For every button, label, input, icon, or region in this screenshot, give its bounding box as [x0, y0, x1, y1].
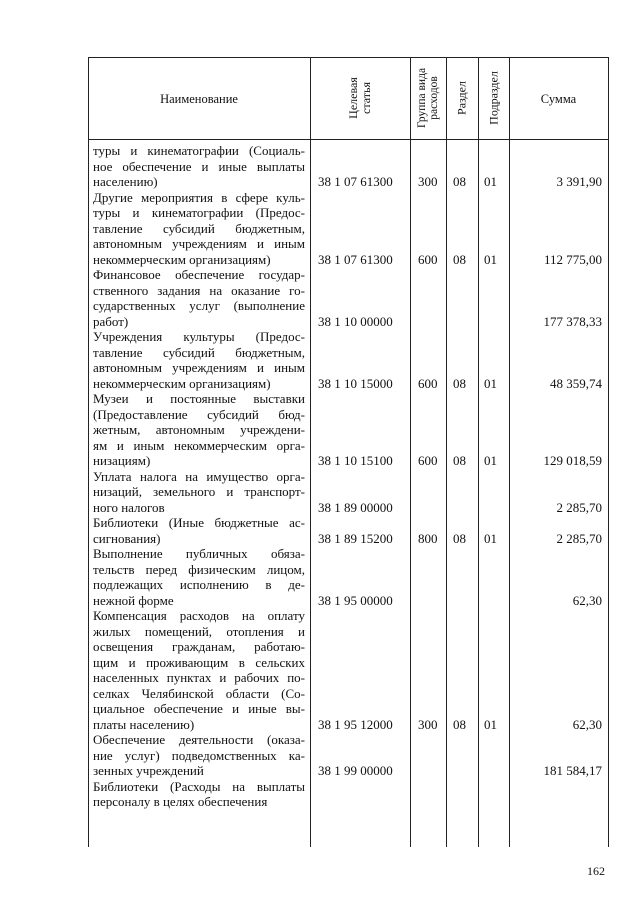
row-sum: 62,30 [572, 716, 602, 732]
row-section: 08 [453, 453, 466, 468]
row-name-line: циальное обеспечение и иные вы- [93, 702, 305, 716]
row-name-line: автономным учреждениям и иным [93, 237, 305, 251]
row-name-line: некоммерческим организациям) [93, 376, 271, 391]
table-top-border [88, 57, 609, 58]
row-name-line: Финансовое обеспечение государ- [93, 268, 305, 282]
row-name-line: ное обеспечение и иные выплаты [93, 159, 305, 174]
row-sum: 181 584,17 [543, 763, 602, 778]
col-divider-subsection [478, 57, 479, 847]
row-name-line: Обеспечение деятельности (оказа- [93, 733, 305, 747]
row-name-line: Другие мероприятия в сфере куль- [93, 190, 305, 205]
row-name-line: жетным, автономным учреждени- [93, 423, 305, 437]
row-section: 08 [453, 530, 466, 546]
col-divider-sum [509, 57, 510, 847]
row-sum: 177 378,33 [543, 313, 602, 329]
row-name-line: Выполнение публичных обяза- [93, 547, 305, 561]
row-name-line: туры и кинематографии (Социаль- [93, 144, 305, 158]
row-name-line: жилых помещений, отопления и [93, 624, 305, 639]
row-code: 38 1 07 61300 [318, 174, 393, 189]
row-name-line: щим и проживающим в сельских [93, 655, 305, 670]
row-group: 600 [418, 375, 438, 391]
row-group: 300 [418, 174, 438, 189]
row-name-line: населенных пунктах и рабочих по- [93, 671, 305, 685]
row-name-line: нежной форме [93, 593, 174, 608]
header-group-line1: Группа вида [416, 67, 428, 129]
row-group: 600 [418, 251, 438, 267]
row-code: 38 1 10 00000 [318, 313, 393, 329]
header-code [347, 77, 373, 119]
row-name-line: туры и кинематографии (Предос- [93, 206, 305, 220]
row-name-line: ного налогов [93, 500, 165, 515]
row-name-line: Учреждения культуры (Предос- [93, 330, 305, 344]
row-subsection: 01 [484, 375, 497, 391]
row-name-line: низациям) [93, 454, 151, 468]
row-sum: 129 018,59 [543, 453, 602, 468]
row-name-line: тавление субсидий бюджетным, [93, 345, 305, 360]
col-divider-code [310, 57, 311, 847]
header-code-line1: Целевая [346, 77, 360, 119]
row-name-line: подлежащих исполнению в де- [93, 578, 305, 592]
row-section: 08 [453, 174, 466, 189]
header-name: Наименование [160, 92, 238, 106]
row-section: 08 [453, 716, 466, 732]
row-name-line: персоналу в целях обеспечения [93, 795, 268, 809]
row-name-line: ние услуг) подведомственных ка- [93, 748, 305, 763]
row-name-line: Уплата налога на имущество орга- [93, 469, 305, 484]
row-name-line: освещения гражданам, работаю- [93, 640, 305, 654]
row-code: 38 1 07 61300 [318, 251, 393, 267]
row-section: 08 [453, 251, 466, 267]
row-code: 38 1 95 00000 [318, 592, 393, 608]
col-divider-section [446, 57, 447, 847]
row-name-line: автономным учреждениям и иным [93, 361, 305, 375]
row-sum: 62,30 [572, 592, 602, 608]
row-section: 08 [453, 375, 466, 391]
row-name-line: зенных учреждений [93, 764, 204, 778]
row-code: 38 1 95 12000 [318, 716, 393, 732]
row-sum: 2 285,70 [556, 530, 602, 546]
row-name-line: населению) [93, 175, 158, 189]
row-name-line: тавление субсидий бюджетным, [93, 221, 305, 236]
page-number: 162 [587, 864, 605, 878]
row-name-line: селках Челябинской области (Со- [93, 686, 305, 701]
header-code-line2: статья [359, 82, 373, 114]
row-name-line: Компенсация расходов на оплату [93, 609, 305, 623]
row-name-line: ям и иным некоммерческим орга- [93, 438, 305, 453]
header-subsection: Подраздел [486, 71, 501, 125]
row-name-line: сударственных услуг (выполнение [93, 299, 305, 313]
row-code: 38 1 10 15100 [318, 453, 393, 468]
row-name-line: ственного задания на оказание го- [93, 283, 305, 298]
table-left-border [88, 57, 89, 847]
header-section: Раздел [454, 81, 469, 115]
row-code: 38 1 10 15000 [318, 375, 393, 391]
row-code: 38 1 99 00000 [318, 763, 393, 778]
row-sum: 112 775,00 [543, 251, 602, 267]
row-sum: 2 285,70 [556, 499, 602, 515]
row-sum: 3 391,90 [556, 174, 602, 189]
row-name-line: низаций, земельного и транспорт- [93, 485, 305, 499]
row-subsection: 01 [484, 174, 497, 189]
row-name-line: платы населению) [93, 717, 195, 732]
row-sum: 48 359,74 [550, 375, 602, 391]
row-code: 38 1 89 15200 [318, 530, 393, 546]
row-name-line: Библиотеки (Расходы на выплаты [93, 779, 305, 794]
row-name-line: некоммерческим организациям) [93, 252, 271, 267]
header-bottom-border [88, 139, 609, 140]
col-divider-group [410, 57, 411, 847]
row-group: 800 [418, 530, 438, 546]
row-group: 300 [418, 716, 438, 732]
table-right-border [608, 57, 609, 847]
row-name-line: тельств перед физическим лицом, [93, 562, 305, 577]
header-group-line2: расходов [428, 76, 440, 120]
row-name-line: Музеи и постоянные выставки [93, 392, 305, 406]
header-sum: Сумма [540, 92, 577, 106]
row-group: 600 [418, 453, 438, 468]
row-code: 38 1 89 00000 [318, 499, 393, 515]
header-group [416, 68, 440, 128]
row-name-line: работ) [93, 314, 129, 329]
row-name-line: (Предоставление субсидий бюд- [93, 407, 305, 422]
row-subsection: 01 [484, 251, 497, 267]
row-name-line: Библиотеки (Иные бюджетные ас- [93, 516, 305, 530]
row-subsection: 01 [484, 716, 497, 732]
row-subsection: 01 [484, 453, 497, 468]
row-subsection: 01 [484, 530, 497, 546]
row-name-line: сигнования) [93, 531, 161, 546]
